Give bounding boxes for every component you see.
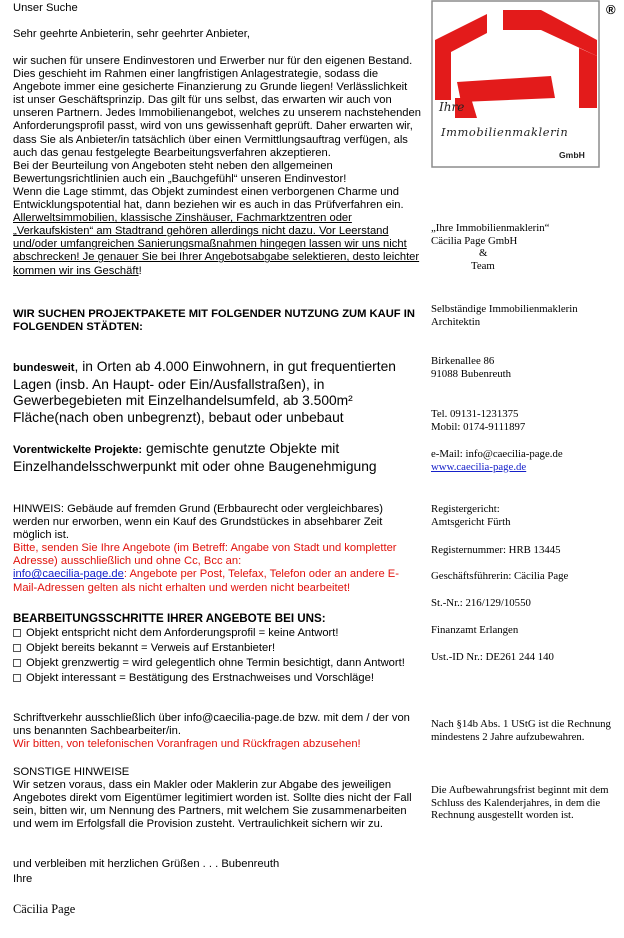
step-item (13, 627, 421, 640)
step-item (13, 672, 421, 685)
company-team: Team (471, 259, 495, 272)
company-owner: Cäcilia Page GmbH (431, 234, 518, 247)
role-1: Selbständige Immobilienmaklerin (431, 303, 578, 315)
logo-line-3: GmbH (559, 150, 585, 160)
ceo: Geschäftsführerin: Cäcilia Page (431, 570, 569, 582)
checkbox-icon (13, 674, 21, 682)
company-logo (431, 0, 624, 168)
other-title: SONSTIGE HINWEISE (13, 766, 130, 778)
correspondence-text: Schriftverkehr ausschließlich über info@caecilia-page.de bzw. mit dem / der von uns benannten Sachbearbeiter/in. (13, 712, 410, 738)
note-2: Die Aufbewahrungsfrist beginnt mit dem Schluss des Kalenderjahres, in dem die Rechnung ausgestellt worden ist. (431, 784, 609, 822)
correspondence-block (13, 712, 421, 751)
intro-block (13, 55, 421, 278)
company-amp: & (479, 247, 488, 260)
section-title: WIR SUCHEN PROJEKTPAKETE MIT FOLGENDER NUTZUNG ZUM KAUF IN FOLGENDEN STÄDTEN: (13, 308, 415, 334)
website-link[interactable]: www.caecilia-page.de (431, 460, 527, 473)
logo-line-1: Ihre (439, 100, 465, 114)
house-logo-icon (431, 0, 624, 168)
search-item-2-bold: Vorentwickelte Projekte: (13, 444, 143, 456)
hint-contact-para (13, 568, 421, 594)
criteria-underlined-para (13, 212, 421, 277)
step-item-text: Objekt bereits bekannt = Verweis auf Erstanbieter! (26, 642, 276, 655)
correspondence-red: Wir bitten, von telefonischen Voranfragen und Rückfragen abzusehen! (13, 738, 361, 751)
register-court: Amtsgericht Fürth (431, 515, 511, 528)
steps-block (13, 612, 421, 685)
web-block (431, 448, 621, 473)
criteria-underlined: Allerweltsimmobilien, klassische Zinshäuser, Fachmarktzentren oder „Verkaufskisten“ am Stadtrand gehören allerdings nicht dazu. Vor Leerstand und/oder umfangreichen Sanierungsmaßnahmen hingegen lassen wir uns nicht abschrecken! Je genauer Sie bei Ihrer Angebotsabgabe selektieren, desto leichter kommen wir ins Geschäft (13, 212, 420, 277)
search-item-2 (13, 441, 421, 475)
hint-block (13, 503, 421, 595)
step-item (13, 657, 421, 670)
phone-block (431, 408, 621, 433)
hint-text: HINWEIS: Gebäude auf fremden Grund (Erbbaurecht oder vergleichbares) werden nur erworben, wenn ein Kauf des Grundstückes in absehbarer Zeit möglich ist. (13, 503, 383, 542)
hint-red-text-2: : Angebote per Post, Telefax, Telefon oder an andere E-Mail-Adressen gelten als nicht erhalten und werden nicht bearbeitet! (13, 568, 399, 594)
step-item-text: Objekt grenzwertig = wird gelegentlich ohne Termin besichtigt, dann Antwort! (26, 657, 405, 670)
steps-title: BEARBEITUNGSSCHRITTE IHRER ANGEBOTE BEI UNS: (13, 612, 326, 625)
role-block (431, 303, 621, 328)
hint-email-link[interactable]: info@caecilia-page.de (13, 568, 124, 581)
criteria-text-2: Wenn die Lage stimmt, das Objekt zumindest einen verborgenen Charme und Entwicklungspotential hat, dann beziehen wir es auch in das Prüfverfahren ein. (13, 185, 404, 212)
role-2: Architektin (431, 315, 481, 328)
checkbox-icon (13, 644, 21, 652)
company-block (431, 222, 621, 272)
company-name: „Ihre Immobilienmaklerin“ (431, 222, 550, 234)
criteria-text-1: Bei der Beurteilung von Angeboten steht neben den allgemeinen Bewertungsrichtlinien auch ein „Bauchgefühl“ unseren Endinvestor! (13, 159, 347, 185)
register-number: Registernummer: HRB 13445 (431, 544, 561, 556)
steps-list (13, 627, 421, 685)
closing: und verbleiben mit herzlichen Grüßen . . . Bubenreuth (13, 858, 280, 870)
email-line: e-Mail: info@caecilia-page.de (431, 448, 563, 460)
step-item (13, 642, 421, 655)
search-item-1-text: , in Orten ab 4.000 Einwohnern, in gut frequentierten Lagen (insb. An Haupt- oder Ein/Ausfallstraßen), in Gewerbegebieten mit Einzelhandelsumfeld, ab 3.500m² Fläche(nach oben unbegrenzt), bebaut oder unbebaut (13, 359, 396, 425)
search-item-2-text: gemischte genutzte Objekte mit Einzelhandelsschwerpunkt mit oder ohne Baugenehmigung (13, 441, 377, 474)
other-text: Wir setzen voraus, dass ein Makler oder Maklerin zur Abgabe des jeweiligen Angebotes direkt vom Eigentümer legitimiert worden ist. Sollte dies nicht der Fall sein, bitten wir, um Nennung des Partners, mit welchem Sie zusammenarbeiten und wem im Erfolgsfall die Provision zusteht. Vertraulichkeit sichern wir zu. (13, 779, 412, 831)
step-item-text: Objekt interessant = Bestätigung des Erstnachweises und Vorschläge! (26, 672, 374, 685)
street: Birkenallee 86 (431, 355, 495, 367)
step-item-text: Objekt entspricht nicht dem Anforderungsprofil = keine Antwort! (26, 627, 339, 640)
heading: Unser Suche (13, 2, 78, 14)
register-block (431, 503, 621, 528)
intro-text: wir suchen für unsere Endinvestoren und Erwerber nur für den eigenen Bestand. Dies geschieht im Rahmen einer langfristigen Anlagestrategie, sodass die Angebote immer eine gesicherte Finanzierung zu Grunde liegen! Verlässlichkeit ist unser Geschäftsprinzip. Das gilt für uns selbst, das erwarten wir auch von unseren Partnern. Jedes Immobilienangebot, welches zu unserem nachstehenden Anforderungsprofil passt, wird von uns gewissenhaft geprüft. Daher erwarten wir, dass Sie als Anbieter/in tatsächlich über einen Vermittlungsauftrag verfügen, als auch das genau festgelegte Bearbeitungsverfahren akzeptieren. (13, 55, 421, 159)
hint-red-text: Bitte, senden Sie Ihre Angebote (im Betreff: Angabe von Stadt und kompletter Adresse) ausschließlich und ohne Cc, Bcc an: (13, 542, 397, 568)
signature: Cäcilia Page (13, 902, 76, 916)
search-item-1 (13, 359, 421, 426)
tel: Tel. 09131-1231375 (431, 408, 519, 420)
greeting: Sehr geehrte Anbieterin, sehr geehrter Anbieter, (13, 28, 250, 40)
registered-mark: ® (606, 2, 616, 17)
register-court-label: Registergericht: (431, 503, 500, 515)
tax-number: St.-Nr.: 216/129/10550 (431, 597, 531, 609)
checkbox-icon (13, 629, 21, 637)
mobil: Mobil: 0174-9111897 (431, 420, 526, 433)
address-block (431, 355, 621, 380)
search-item-1-bold: bundesweit (13, 362, 75, 374)
logo-line-2: Immobilienmaklerin (441, 125, 569, 139)
note-1: Nach §14b Abs. 1 UStG ist die Rechnung mindestens 2 Jahre aufzubewahren. (431, 718, 611, 743)
city: 91088 Bubenreuth (431, 367, 512, 380)
tax-office: Finanzamt Erlangen (431, 624, 519, 636)
closing-2: Ihre (13, 873, 33, 885)
vat-id: Ust.-ID Nr.: DE261 244 140 (431, 651, 554, 663)
criteria-end: ! (138, 264, 142, 277)
other-block (13, 766, 421, 831)
checkbox-icon (13, 659, 21, 667)
